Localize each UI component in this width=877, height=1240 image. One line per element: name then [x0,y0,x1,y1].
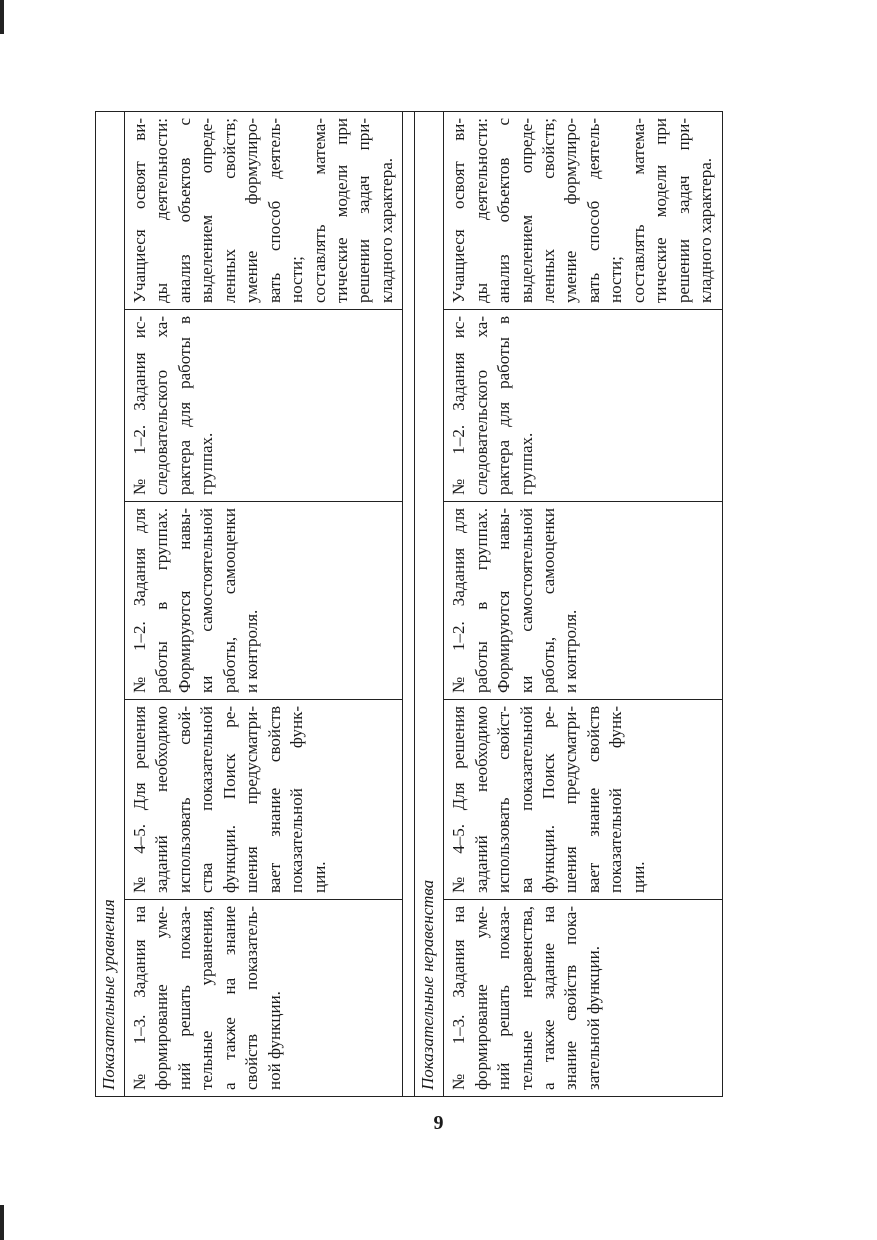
table-cell [125,700,403,900]
cell-line: тические модели при [651,118,671,303]
cell-line: следовательского ха- [471,316,491,495]
cell-line: показательной функ- [287,706,307,893]
cell-line: ции. [628,861,648,893]
cell-line: умение формулиро- [561,118,581,303]
cell-line: умение формулиро- [242,118,262,303]
cell-line: ний решать показа- [494,906,514,1090]
crop-mark-top [0,0,4,34]
cell-line: Формируются навы- [174,508,194,693]
cell-line: выделением опреде- [197,118,217,303]
table-row [444,112,722,1097]
cell-line: работы в группах. [471,508,491,693]
crop-mark-bottom [0,1205,4,1240]
cell-line: показательной функ- [606,706,626,893]
cell-line: группах. [516,432,536,495]
cell-line: вать способ деятель- [583,118,603,303]
cell-line: и контроля. [242,609,262,693]
cell-line: составлять матема- [628,118,648,303]
cell-line: решении задач при- [354,118,374,303]
cell-line: тические модели при [331,118,351,303]
table-cell [444,112,722,310]
cell-line: заданий необходимо [471,706,491,893]
cell-line: формирование уме- [471,906,491,1090]
table-cell [125,310,403,502]
cell-line: анализ объектов с [174,118,194,303]
table-row [125,112,403,1097]
cell-line: функции. Поиск ре- [539,706,558,893]
cell-line: тельные неравенства, [516,906,536,1090]
cell-line: ды деятельности: [471,118,491,303]
section-title: Показательные уравнения [96,112,125,1097]
table-cell [125,502,403,700]
cell-line: использовать свой- [174,706,194,893]
spacer-cell [403,112,415,1097]
cell-line: № 4–5. Для решения [449,706,469,893]
cell-line: ки самостоятельной [516,508,536,693]
cell-line: рактера для работы в [494,316,514,495]
cell-line: решении задач при- [673,118,693,303]
cell-line: вать способ деятель- [264,118,284,303]
spacer-row [403,112,415,1097]
cell-line: работы, самооценки [219,508,239,693]
cell-line: рактера для работы в [174,316,194,495]
cell-line: ности; [606,256,626,303]
cell-line: № 1–3. Задания на [449,906,469,1090]
cell-line: а также на знание [219,906,239,1090]
cell-line: анализ объектов с [494,118,514,303]
table-cell [444,310,722,502]
cell-line: ки самостоятельной [197,508,217,693]
cell-line: следовательского ха- [152,316,172,495]
cell-line: ности; [287,256,307,303]
table-cell [444,700,722,900]
cell-line: формирование уме- [152,906,172,1090]
cell-line: вает знание свойств [264,706,284,893]
rotated-table [95,112,719,1097]
cell-line: использовать свойст- [494,706,514,893]
table-cell [444,900,722,1097]
cell-line: ной функции. [264,991,284,1090]
table-cell [125,900,403,1097]
cell-line: № 1–2. Задания ис- [130,316,149,495]
cell-line: функции. Поиск ре- [219,706,239,893]
cell-line: зательной функции. [583,946,603,1090]
cell-line: кладного характера. [696,157,716,303]
cell-line: работы в группах. [152,508,172,693]
cell-line: ний решать показа- [174,906,194,1090]
cell-line: выделением опреде- [516,118,536,303]
table-cell [125,112,403,310]
methodology-table [95,111,723,1097]
cell-line: ства показательной [197,706,217,893]
cell-line: знание свойств пока- [561,906,581,1090]
cell-line: вает знание свойств [583,706,603,893]
cell-line: ва показательной [516,706,536,893]
cell-line: и контроля. [561,609,581,693]
section-header-row [96,112,125,1097]
cell-line: № 4–5. Для решения [130,706,149,893]
cell-line: свойств показатель- [242,906,262,1090]
cell-line: ленных свойств; [539,118,558,303]
cell-line: ленных свойств; [219,118,239,303]
cell-line: тельные уравнения, [197,906,217,1090]
cell-line: Учащиеся освоят ви- [130,118,149,303]
cell-line: шения предусматри- [561,706,581,893]
cell-line: ды деятельности: [152,118,172,303]
cell-line: заданий необходимо [152,706,172,893]
cell-line: кладного характера. [376,157,396,303]
cell-line: Формируются навы- [494,508,514,693]
cell-line: № 1–3. Задания на [130,906,149,1090]
section-title: Показательные неравенства [415,112,444,1097]
cell-line: № 1–2. Задания ис- [449,316,469,495]
cell-line: составлять матема- [309,118,329,303]
cell-line: № 1–2. Задания для [449,508,469,693]
table-cell [444,502,722,700]
cell-line: работы, самооценки [539,508,558,693]
cell-line: группах. [197,432,217,495]
cell-line: ции. [309,861,329,893]
cell-line: а также задание на [539,906,558,1090]
page-number: 9 [433,1112,444,1134]
section-header-row [415,112,444,1097]
cell-line: шения предусматри- [242,706,262,893]
cell-line: № 1–2. Задания для [130,508,149,693]
cell-line: Учащиеся освоят ви- [449,118,469,303]
